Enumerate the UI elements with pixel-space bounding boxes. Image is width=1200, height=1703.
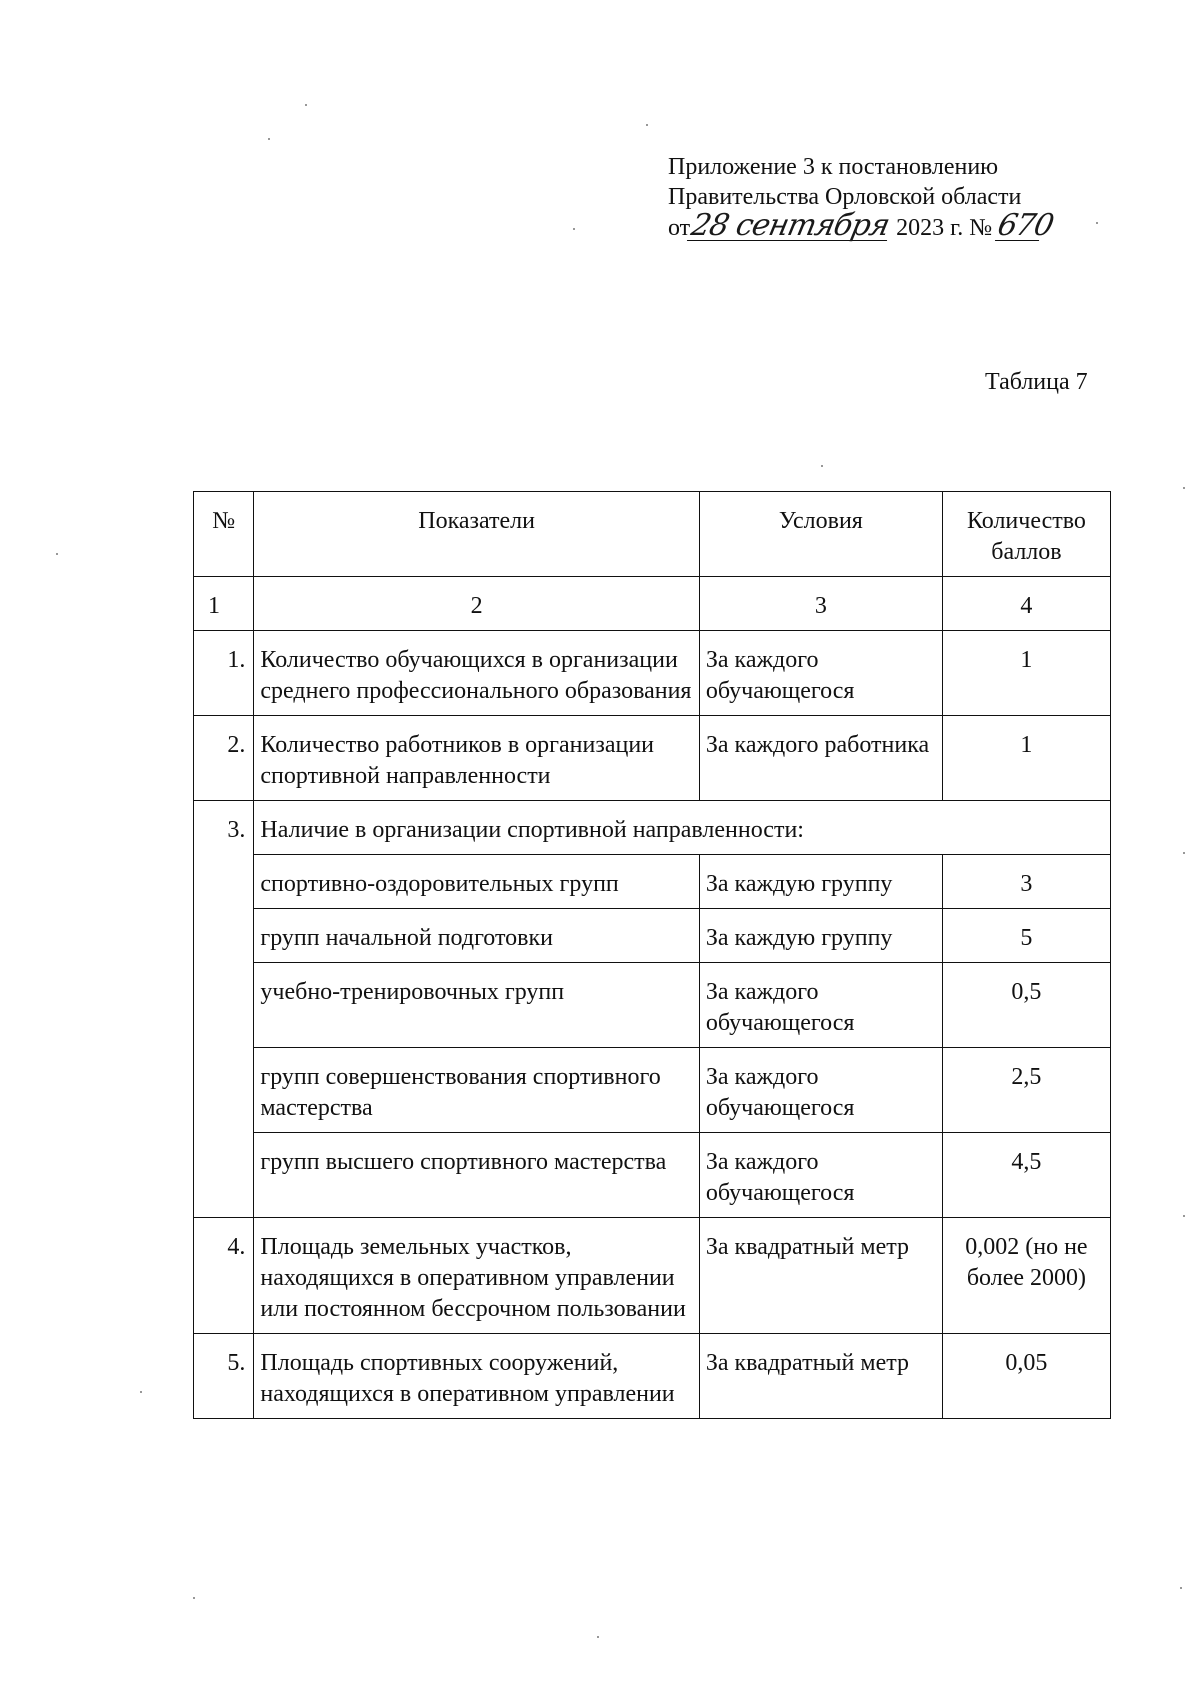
subrow-points: 5: [942, 909, 1110, 963]
row-indicator: Площадь земельных участков, находящихся в оперативном управлении или постоянном бессрочном пользовании: [254, 1218, 699, 1334]
table-subrow: [194, 1133, 1111, 1218]
subrow-points: 4,5: [942, 1133, 1110, 1218]
row-condition: За квадратный метр: [699, 1218, 942, 1334]
row-indicator: Площадь спортивных сооружений, находящихся в оперативном управлении: [254, 1334, 699, 1419]
table-subrow: [194, 1048, 1111, 1133]
row-points: 1: [942, 716, 1110, 801]
row-condition: За квадратный метр: [699, 1334, 942, 1419]
row-condition: За каждого работника: [699, 716, 942, 801]
handwritten-number: 670: [994, 208, 1057, 243]
table-subrow: [194, 909, 1111, 963]
subrow-indicator: спортивно-оздоровительных групп: [254, 855, 699, 909]
row-number: 5.: [194, 1334, 254, 1419]
column-number-4: 4: [942, 577, 1110, 631]
column-numbers-row: [194, 577, 1111, 631]
row-points: 0,05: [942, 1334, 1110, 1419]
row-indicator: Количество работников в организации спортивной направленности: [254, 716, 699, 801]
subrow-indicator: учебно-тренировочных групп: [254, 963, 699, 1048]
row-points: 0,002 (но не более 2000): [942, 1218, 1110, 1334]
row-number: 3.: [194, 801, 254, 1218]
subrow-condition: За каждого обучающегося: [699, 963, 942, 1048]
row-number: 1.: [194, 631, 254, 716]
row-number: 2.: [194, 716, 254, 801]
header-cell-number: №: [194, 492, 254, 577]
subrow-condition: За каждую группу: [699, 909, 942, 963]
date-prefix: от: [668, 215, 691, 241]
table-row-group-title: [194, 801, 1111, 855]
handwritten-date: 28 сентября: [688, 208, 893, 243]
subrow-indicator: групп высшего спортивного мастерства: [254, 1133, 699, 1218]
group-title: Наличие в организации спортивной направленности:: [254, 801, 1111, 855]
subrow-points: 0,5: [942, 963, 1110, 1048]
subrow-indicator: групп совершенствования спортивного мастерства: [254, 1048, 699, 1133]
table-subrow: [194, 855, 1111, 909]
subrow-points: 3: [942, 855, 1110, 909]
column-number-2: 2: [254, 577, 699, 631]
year-label: 2023 г. №: [896, 215, 993, 241]
row-indicator: Количество обучающихся в организации среднего профессионального образования: [254, 631, 699, 716]
table-row: [194, 716, 1111, 801]
header-line-appendix: Приложение 3 к постановлению: [668, 154, 999, 180]
row-points: 1: [942, 631, 1110, 716]
subrow-condition: За каждую группу: [699, 855, 942, 909]
subrow-points: 2,5: [942, 1048, 1110, 1133]
header-cell-conditions: Условия: [699, 492, 942, 577]
table-row: [194, 631, 1111, 716]
header-line-date: [668, 208, 1098, 243]
subrow-condition: За каждого обучающегося: [699, 1048, 942, 1133]
header-cell-indicators: Показатели: [254, 492, 699, 577]
table-subrow: [194, 963, 1111, 1048]
table-header-row: [194, 492, 1111, 577]
row-condition: За каждого обучающегося: [699, 631, 942, 716]
table-row: [194, 1218, 1111, 1334]
table-row: [194, 1334, 1111, 1419]
scores-table: [193, 491, 1111, 1419]
header-cell-points: Количество баллов: [942, 492, 1110, 577]
column-number-1: 1: [194, 577, 254, 631]
table-caption: Таблица 7: [985, 369, 1088, 395]
subrow-indicator: групп начальной подготовки: [254, 909, 699, 963]
subrow-condition: За каждого обучающегося: [699, 1133, 942, 1218]
column-number-3: 3: [699, 577, 942, 631]
header-line-government: Правительства Орловской области: [668, 184, 1022, 210]
document-header: [668, 152, 1098, 243]
row-number: 4.: [194, 1218, 254, 1334]
